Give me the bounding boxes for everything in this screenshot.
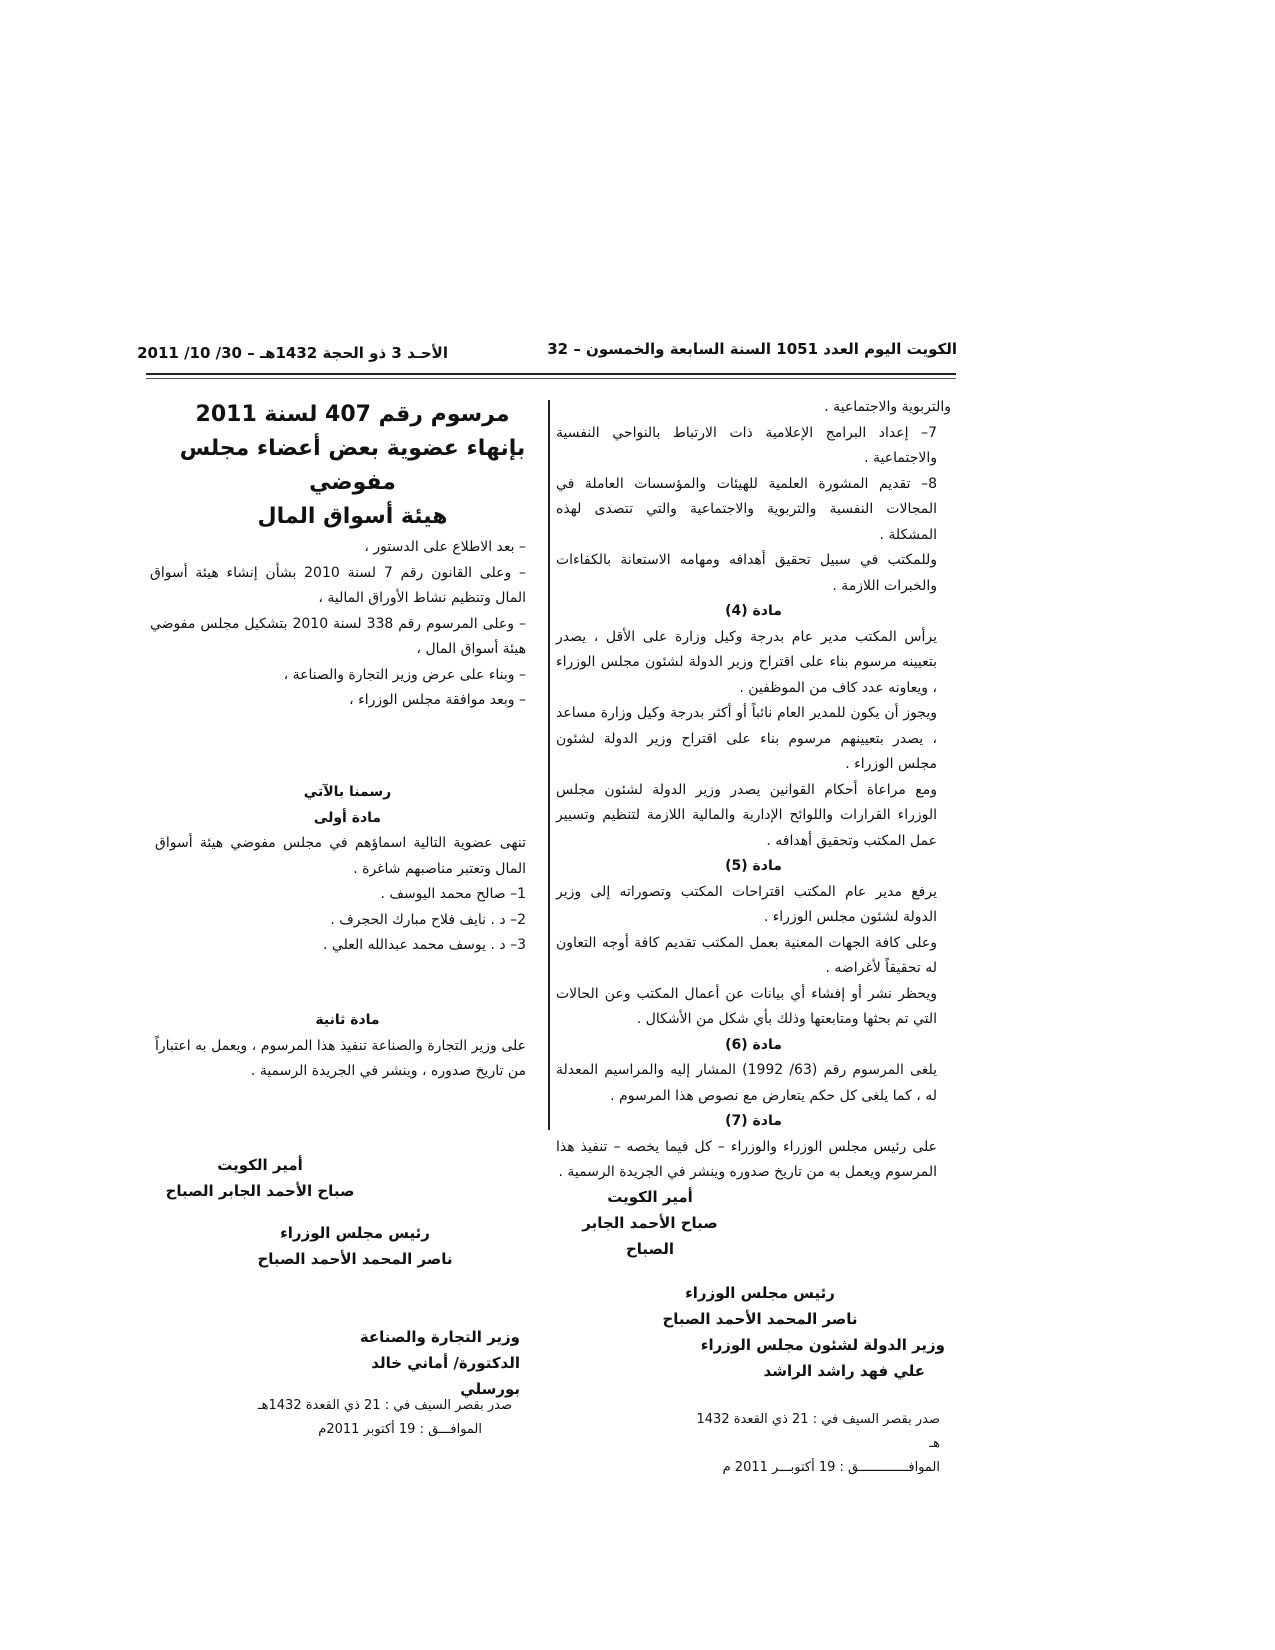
- office-expertise-para: وللمكتب في سبيل تحقيق أهدافه ومهامه الاستعانة بالكفاءات والخبرات اللازمة .: [556, 552, 937, 594]
- member-1: 1– صالح محمد اليوسف .: [380, 886, 526, 902]
- member-3: 3– د . يوسف محمد عبدالله العلي .: [323, 937, 526, 953]
- minister-title: وزير الدولة لشئون مجلس الوزراء: [700, 1336, 945, 1354]
- article-4-para-2: ويجوز أن يكون للمدير العام نائباً أو أكثر بدرجة وكيل وزارة مساعد ، يصدر بتعيينهم مرسوم بناء على اقتراح وزير الدولة لشئون مجلس الوزراء .: [556, 705, 937, 772]
- article-6-title: مادة (6): [725, 1036, 782, 1053]
- left-minister-signature: [320, 1324, 520, 1402]
- preamble-1: – بعد الاطلاع على الدستور ،: [364, 539, 526, 555]
- article-5-para-2: وعلى كافة الجهات المعنية بعمل المكتب تقديم كافة أوجه التعاون له تحقيقاً لأغراضه .: [556, 934, 937, 976]
- article-6-para-1: يلغى المرسوم رقم (63/ 1992) المشار إليه والمراسيم المعدلة له ، كما يلغى كل حكم يتعارض مع نصوص هذا المرسوم .: [556, 1062, 937, 1104]
- article-7-title: مادة (7): [725, 1113, 782, 1129]
- minister-title: وزير التجارة والصناعة: [359, 1328, 520, 1346]
- header-right: الكويت اليوم العدد 1051 السنة السابعة والخمسون – 32: [547, 340, 957, 358]
- member-2: 2– د . نايف فلاح مبارك الحجرف .: [330, 911, 526, 928]
- preamble-4: – وبناء على عرض وزير التجارة والصناعة ،: [283, 666, 526, 683]
- column-divider: [548, 400, 550, 1130]
- preamble-2: – وعلى القانون رقم 7 لسنة 2010 بشأن إنشاء هيئة أسواق المال وتنظيم نشاط الأوراق المالية ،: [150, 564, 526, 606]
- article-5-para-1: يرفع مدير عام المكتب اقتراحات المكتب وتصوراته إلى وزير الدولة لشئون مجلس الوزراء .: [556, 883, 937, 925]
- minister-name: الدكتورة/ أماني خالد بورسلي: [371, 1354, 520, 1398]
- right-pm-signature: [660, 1280, 860, 1332]
- decree-title-line-2: بإنهاء عضوية بعض أعضاء مجلس مفوضي: [179, 436, 526, 495]
- article-7-para-1: على رئيس مجلس الوزراء والوزراء – كل فيما يخصه – تنفيذ هذا المرسوم ويعمل به من تاريخ صدوره وينشر في الجريدة الرسمية .: [556, 1138, 937, 1180]
- article-1-title: مادة أولى: [313, 809, 382, 826]
- item-8: 8– تقديم المشورة العلمية للهيئات والمؤسسات العاملة في المجالات النفسية والتربوية والاجتماعية والتي تتصدى لهذه المشكلة .: [556, 475, 937, 543]
- article-1-text: تنهى عضوية التالية اسماؤهم في مجلس مفوضي هيئة أسواق المال وتعتبر مناصبهم شاغرة .: [155, 835, 526, 877]
- pm-title: رئيس مجلس الوزراء: [685, 1284, 835, 1302]
- pm-name: ناصر المحمد الأحمد الصباح: [662, 1310, 858, 1328]
- preamble-5: – وبعد موافقة مجلس الوزراء ،: [349, 692, 526, 708]
- left-issued-date: [232, 1394, 512, 1442]
- header-rule: [146, 373, 956, 375]
- pm-name: ناصر المحمد الأحمد الصباح: [257, 1250, 453, 1268]
- article-1: [155, 780, 540, 959]
- article-4-para-3: ومع مراعاة أحكام القوانين يصدر وزير الدولة لشئون مجلس الوزراء القرارات واللوائح الإدارية والمالية اللازمة لتنظيم وتسيير عمل المكتب وتحقيق أهدافه .: [556, 781, 937, 849]
- amir-name: صباح الأحمد الجابر الصباح: [582, 1214, 718, 1258]
- right-minister-signature: [700, 1332, 945, 1384]
- decree-title-line-1: مرسوم رقم 407 لسنة 2011: [195, 402, 510, 427]
- amir-title: أمير الكويت: [607, 1188, 693, 1206]
- article-2-title: مادة ثانية: [315, 1012, 380, 1028]
- decree-title: [160, 398, 545, 534]
- preamble-3: – وعلى المرسوم رقم 338 لسنة 2010 بتشكيل مجلس مفوضي هيئة أسواق المال ،: [150, 615, 526, 657]
- right-issued-date: [690, 1408, 940, 1480]
- decreed-heading: رسمنا بالآتي: [303, 784, 392, 800]
- issued-line-2: الموافـــق : 19 أكتوبر 2011م: [318, 1422, 482, 1437]
- header-left: الأحـد 3 ذو الحجة 1432هـ – 30/ 10/ 2011: [137, 344, 448, 362]
- left-amir-signature: [160, 1152, 360, 1204]
- issued-line-2: الموافـــــــــــــق : 19 أكتوبـــر 2011 م: [722, 1460, 940, 1475]
- header-rule-thin: [146, 378, 956, 379]
- article-2-text: على وزير التجارة والصناعة تنفيذ هذا المرسوم ، ويعمل به اعتباراً من تاريخ صدوره ، وينشر في الجريدة الرسمية .: [155, 1037, 526, 1079]
- article-4-para-1: يرأس المكتب مدير عام بدرجة وكيل وزارة على الأقل ، يصدر بتعيينه مرسوم بناء على اقتراح وزير الدولة لشئون مجلس الوزراء ، ويعاونه عدد كاف من الموظفين .: [556, 628, 937, 696]
- preamble: [150, 535, 540, 714]
- article-4-title: مادة (4): [725, 603, 782, 619]
- right-amir-signature: [560, 1184, 740, 1262]
- article-5-title: مادة (5): [725, 858, 782, 874]
- item-7: 7– إعداد البرامج الإعلامية ذات الارتباط بالنواحي النفسية والاجتماعية .: [556, 424, 937, 466]
- issued-line-1: صدر بقصر السيف في : 21 ذي القعدة 1432 هـ: [696, 1412, 940, 1451]
- right-column: [556, 395, 951, 1186]
- article-5-para-3: ويحظر نشر أو إفشاء أي بيانات عن أعمال المكتب وعن الحالات التي تم بحثها ومتابعتها وذلك بأي شكل من الأشكال .: [556, 985, 937, 1027]
- issued-line-1: صدر بقصر السيف في : 21 ذي القعدة 1432هـ: [257, 1398, 512, 1413]
- pm-title: رئيس مجلس الوزراء: [280, 1224, 430, 1242]
- left-pm-signature: [255, 1220, 455, 1272]
- line-intro: والتربوية والاجتماعية .: [824, 399, 951, 415]
- decree-title-line-3: هيئة أسواق المال: [257, 504, 448, 529]
- amir-title: أمير الكويت: [217, 1156, 303, 1174]
- article-2: [155, 1008, 540, 1085]
- minister-name: علي فهد راشد الراشد: [763, 1362, 925, 1380]
- amir-name: صباح الأحمد الجابر الصباح: [165, 1182, 355, 1200]
